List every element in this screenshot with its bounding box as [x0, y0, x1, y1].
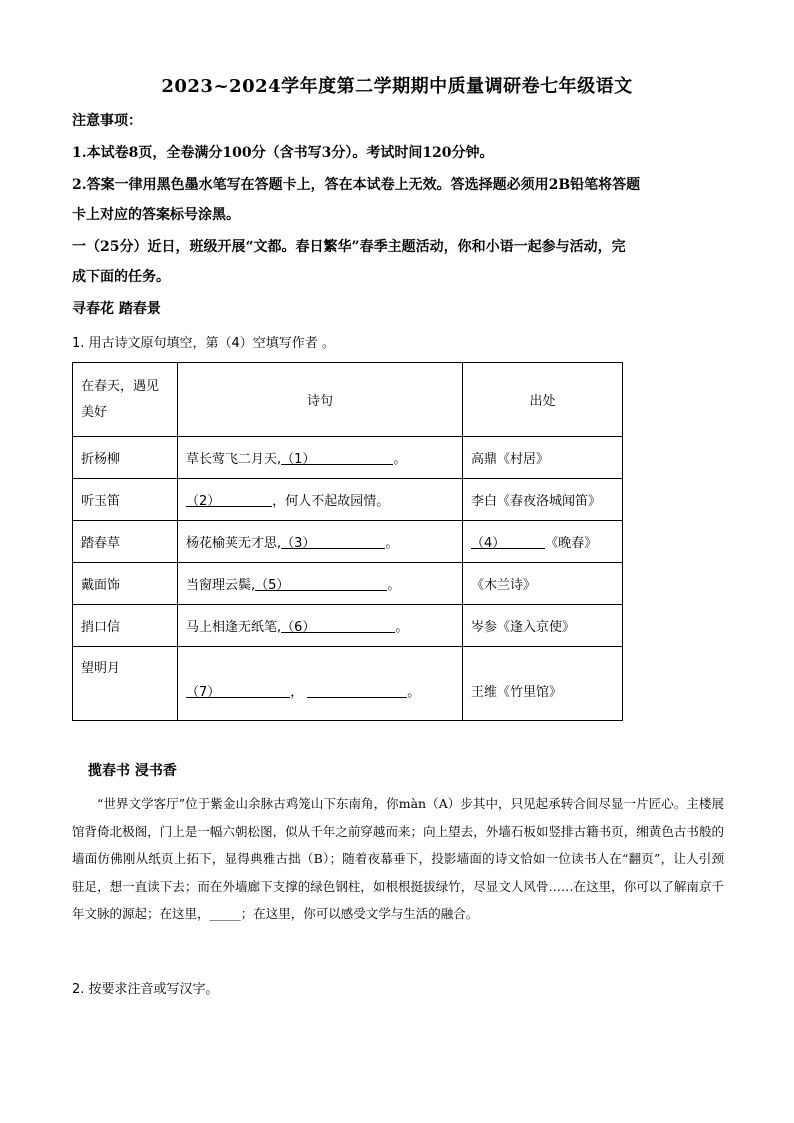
table-row: [73, 521, 623, 563]
notice-item-2-line-2: 卡上对应的答案标号涂黑。: [72, 207, 240, 223]
row-source: [463, 521, 623, 563]
verse-text: ，何人不起故园情。: [272, 494, 390, 509]
row-source: 岑参《逢入京使》: [463, 605, 623, 647]
row-verse: [178, 647, 463, 721]
verse-text: 。: [395, 620, 409, 635]
blank-label: （2）: [186, 494, 221, 509]
verse-text: 马上相逢无纸笔,: [186, 620, 282, 635]
passage-paragraph: “世界文学客厅”位于紫金山余脉古鸡笼山下东南角，你màn（A）步其中，只见起承转合间尽显一片匠心。主楼展馆背倚北极阁，门上是一幅六朝松图，似从千年之前穿越而来；向上望去，外墙石板如竖排古籍书页，缃黄色古书般的墙面仿佛刚从纸页上拓下，显得典雅古拙（B）；随着夜幕垂下，投影墙面的诗文恰如一位读书人在“翻页”，让人引颈驻足，想一直读下去；而在外墙廊下支撑的绿色钢柱，如根根挺拔绿竹，尽显文人风骨……在这里，你可以了解南京千年文脉的源起；在这里，_____；在这里，你可以感受文学与生活的融合。: [72, 796, 724, 921]
page-title: 2023~2024学年度第二学期期中质量调研卷七年级语文: [161, 76, 633, 97]
table-row: [73, 437, 623, 479]
notice-item-2-line-1: 2.答案一律用黑色墨水笔写在答题卡上，答在本试卷上无效。答选择题必须用2B铅笔将答题: [72, 177, 641, 193]
row-theme: 听玉笛: [73, 479, 178, 521]
verse-text: 。: [385, 536, 399, 551]
answer-blank[interactable]: [315, 450, 393, 465]
part1-intro-line-2: 成下面的任务。: [72, 269, 170, 285]
row-verse: [178, 605, 463, 647]
row-source: 《木兰诗》: [463, 563, 623, 605]
row-theme: 踏春草: [73, 521, 178, 563]
header-source: 出处: [463, 363, 623, 437]
verse-text: ，: [290, 685, 304, 700]
row-source: 李白《春夜洛城闻笛》: [463, 479, 623, 521]
table-row: [73, 479, 623, 521]
answer-blank[interactable]: [289, 576, 387, 591]
blank-label: （7）: [186, 685, 221, 700]
row-source: 高鼎《村居》: [463, 437, 623, 479]
row-verse: [178, 437, 463, 479]
source-title: 《晚春》: [545, 536, 598, 551]
verse-text: 草长莺飞二月天,: [186, 452, 282, 467]
row-theme: 折杨柳: [73, 437, 178, 479]
verse-text: 。: [407, 685, 421, 700]
row-verse: [178, 563, 463, 605]
notice-heading: 注意事项：: [72, 113, 142, 129]
question-2: 2. 按要求注音或写汉字。: [72, 982, 219, 997]
answer-blank[interactable]: [315, 618, 395, 633]
verse-text: 。: [387, 578, 401, 593]
header-theme: 在春天，遇见美好: [73, 363, 178, 437]
header-verse: 诗句: [178, 363, 463, 437]
section-heading-2: 揽春书 浸书香: [88, 763, 177, 779]
row-theme: 戴面饰: [73, 563, 178, 605]
answer-blank[interactable]: [307, 683, 407, 698]
table-header-row: [73, 363, 623, 437]
row-verse: [178, 479, 463, 521]
answer-blank[interactable]: [220, 492, 272, 507]
blank-label: （6）: [281, 620, 316, 635]
table-row: [73, 647, 623, 721]
author-blank[interactable]: [505, 534, 545, 549]
blank-label: （5）: [255, 578, 290, 593]
table-row: [73, 563, 623, 605]
section-heading-1: 寻春花 踏春景: [72, 301, 161, 317]
poem-fill-table: [72, 362, 623, 721]
verse-text: 。: [393, 452, 407, 467]
row-source: 王维《竹里馆》: [463, 647, 623, 721]
row-theme: 捎口信: [73, 605, 178, 647]
answer-blank[interactable]: [220, 683, 290, 698]
source-blank-label: （4）: [471, 536, 506, 551]
table-row: [73, 605, 623, 647]
notice-item-1: 1.本试卷8页，全卷满分100分（含书写3分）。考试时间120分钟。: [72, 145, 494, 161]
reading-passage: [72, 790, 724, 928]
answer-blank[interactable]: [315, 534, 385, 549]
verse-text: 杨花榆荚无才思,: [186, 536, 282, 551]
blank-label: （3）: [281, 536, 316, 551]
blank-label: （1）: [281, 452, 316, 467]
row-theme: 望明月: [73, 647, 178, 721]
part1-intro-line-1: 一（25分）近日，班级开展“文都。春日繁华”春季主题活动，你和小语一起参与活动，完: [72, 239, 626, 255]
question-1: 1. 用古诗文原句填空，第（4）空填写作者 。: [72, 336, 335, 351]
verse-text: 当窗理云鬓,: [186, 578, 256, 593]
row-verse: [178, 521, 463, 563]
